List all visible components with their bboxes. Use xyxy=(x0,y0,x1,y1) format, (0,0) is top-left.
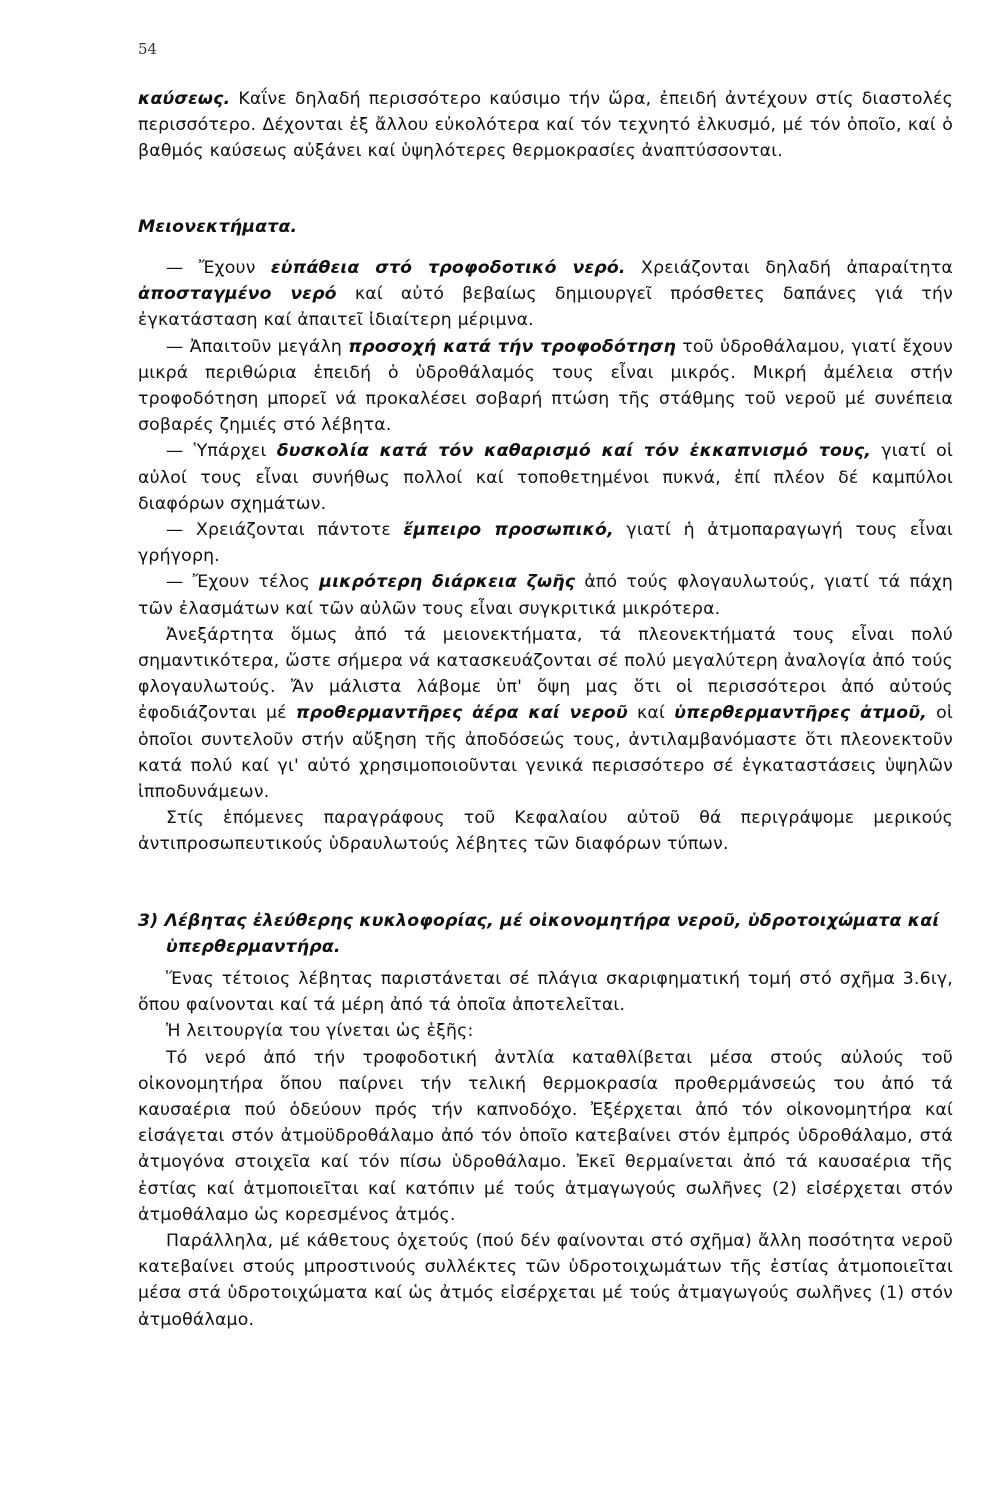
page-number: 54 xyxy=(138,40,158,58)
summary-text: Ἀνεξάρτητα ὅμως ἀπό τά μειονεκτήματα, τά πλεονεκτήματά τους εἶναι πολύ σημαντικότερα, ὥστε σήμερα νά κατασκευάζονται σέ πολύ μεγαλύτερη ἀναλογία ἀπό τούς φλογαυλωτούς. Ἄν μάλιστα λάβομε ὑπ' ὄψη μας ὅτι οἱ περισσότεροι ἀπό αὐτούς ἐφοδιάζονται μέ xyxy=(138,624,953,724)
item-emphasis: ἀποσταγμένο νερό xyxy=(138,284,337,305)
summary-paragraph xyxy=(138,622,953,805)
disadvantage-item xyxy=(138,438,953,517)
section-body xyxy=(138,966,953,1333)
section-heading-block xyxy=(138,908,953,960)
disadvantages-heading: Μειονεκτήματα. xyxy=(138,217,298,237)
disadvantage-item xyxy=(138,569,953,621)
section-heading-line-2: ὑπερθερμαντήρα. xyxy=(166,937,341,958)
section-paragraph: Ἕνας τέτοιος λέβητας παριστάνεται σέ πλάγια σκαριφηματική τομή στό σχῆμα 3.6ιγ, ὅπου φαίνονται καί τά μέρη ἀπό τά ὁποῖα ἀποτελεῖται. xyxy=(138,969,953,1016)
item-text: τοῦ ὑδροθάλαμου, γιατί ἔχουν μικρά περιθώρια ἐπειδή ὁ ὑδροθάλαμός τους εἶναι μικρός. Μικρή ἀμέλεια στήν τροφοδότηση μπορεῖ νά προκαλέσει σοβαρή πτώση τῆς στάθμης τοῦ νεροῦ μέ συνέπεια σοβαρές ζημιές στό λέβητα. xyxy=(138,336,953,436)
summary-text: καί xyxy=(627,703,675,724)
disadvantage-item xyxy=(138,517,953,569)
intro-text: Καΐνε δηλαδή περισσότερο καύσιμο τήν ὥρα, ἐπειδή ἀντέχουν στίς διαστολές περισσότερο. Δέχονται ἐξ ἄλλου εὐκολότερα καί τόν τεχνητό ἑλκυσμό, μέ τόν ὁποῖο, καί ὁ βαθμός καύσεως αὐξάνει καί ὑψηλότερες θερμοκρασίες ἀναπτύσσονται. xyxy=(138,89,953,162)
item-text: γιατί οἱ αὐλοί τους εἶναι συνήθως πολλοί καί τοποθετημένοι πυκνά, ἐπί πλέον δέ καμπύλοι διαφόρων σχημάτων. xyxy=(138,441,953,514)
item-text: — Ὑπάρχει xyxy=(166,441,277,462)
section-heading-line-1: 3) Λέβητας ἐλεύθερης κυκλοφορίας, μέ οἰκονομητήρα νεροῦ, ὑδροτοιχώματα καί xyxy=(138,911,940,931)
item-text: — Ἔχουν τέλος xyxy=(166,572,320,593)
item-text: καί αὐτό βεβαίως δημιουργεῖ πρόσθετες δαπάνες γιά τήν ἐγκατάσταση καί ἀπαιτεῖ ἰδιαίτερη μέριμνα. xyxy=(138,284,953,331)
item-text: ἀπό τούς φλογαυλωτούς, γιατί τά πάχη τῶν ἐλασμάτων καί τῶν αὐλῶν τους εἶναι συγκριτικά μικρότερα. xyxy=(138,572,954,619)
item-text: γιατί ἡ ἀτμοπαραγωγή τους εἶναι γρήγορη. xyxy=(138,520,953,567)
summary-emphasis: προθερμαντῆρες ἀέρα καί νεροῦ xyxy=(295,703,628,724)
item-emphasis: μικρότερη διάρκεια ζωῆς xyxy=(319,572,576,593)
item-emphasis: εὐπάθεια στό τροφοδοτικό νερό. xyxy=(270,258,626,278)
item-text: — Χρειάζονται πάντοτε xyxy=(166,520,404,541)
item-text: — Ἀπαιτοῦν μεγάλη xyxy=(166,336,349,357)
summary-text: οἱ ὁποῖοι συντελοῦν στήν αὔξηση τῆς ἀποδόσεώς τους, ἀντιλαμβανόμαστε ὅτι πλεονεκτοῦν κατά πολύ καί γι' αὐτό χρησιμοποιοῦνται γενικά περισσότερο σέ ἐγκαταστάσεις ὑψηλῶν ἱπποδυνάμεων. xyxy=(138,703,953,803)
disadvantage-item xyxy=(138,255,953,334)
intro-emphasis: καύσεως. xyxy=(138,89,231,109)
item-text: — Ἔχουν xyxy=(166,258,271,278)
disadvantages-body xyxy=(138,255,953,858)
item-emphasis: ἔμπειρο προσωπικό, xyxy=(403,520,614,541)
item-emphasis: προσοχή κατά τήν τροφοδότηση xyxy=(348,336,676,357)
disadvantage-item xyxy=(138,334,953,439)
disadvantages-heading-block xyxy=(138,214,953,240)
summary-emphasis: ὑπερθερμαντῆρες ἀτμοῦ, xyxy=(674,703,927,724)
item-text: Χρειάζονται δηλαδή ἀπαραίτητα xyxy=(625,258,953,278)
intro-paragraph xyxy=(138,86,953,165)
section-paragraph: Ἡ λειτουργία του γίνεται ὡς ἑξῆς: xyxy=(166,1021,474,1042)
next-paragraphs-note: Στίς ἑπόμενες παραγράφους τοῦ Κεφαλαίου αὐτοῦ θά περιγράψομε μερικούς ἀντιπροσωπευτικούς ὑδραυλωτούς λέβητες τῶν διαφόρων τύπων. xyxy=(138,808,953,855)
section-paragraph: Παράλληλα, μέ κάθετους ὀχετούς (πού δέν φαίνονται στό σχῆμα) ἄλλη ποσότητα νεροῦ κατεβαίνει στούς μπροστινούς συλλέκτες τῶν ὑδροτοιχωμάτων τῆς ἑστίας ἀτμοποιεῖται μέσα στά ὑδροτοιχώματα καί ὡς ἀτμός εἰσέρχεται μέ τούς ἀτμαγωγούς σωλῆνες (1) στόν ἀτμοθάλαμο. xyxy=(138,1231,953,1330)
item-emphasis: δυσκολία κατά τόν καθαρισμό καί τόν ἐκκαπνισμό τους, xyxy=(276,441,872,462)
section-paragraph: Τό νερό ἀπό τήν τροφοδοτική ἀντλία καταθλίβεται μέσα στούς αὐλούς τοῦ οἰκονομητήρα ὅπου παίρνει τήν τελική θερμοκρασία προθερμάνσεώς του ἀπό τά καυσαέρια πού ὁδεύουν πρός τήν καπνοδόχο. Ἐξέρχεται ἀπό τόν οἰκονομητήρα καί εἰσάγεται στόν ἀτμοϋδροθάλαμο ἀπό τόν ὁποῖο κατεβαίνει στόν ἐμπρός ὑδροθάλαμο, στά ἀτμογόνα στοιχεῖα καί τόν πίσω ὑδροθάλαμο. Ἐκεῖ θερμαίνεται ἀπό τά καυσαέρια τῆς ἑστίας καί ἀτμοποιεῖται καί κατόπιν μέ τούς ἀτμαγωγούς σωλῆνες (2) εἰσέρχεται στόν ἀτμοθάλαμο ὡς κορεσμένος ἀτμός. xyxy=(138,1047,953,1225)
